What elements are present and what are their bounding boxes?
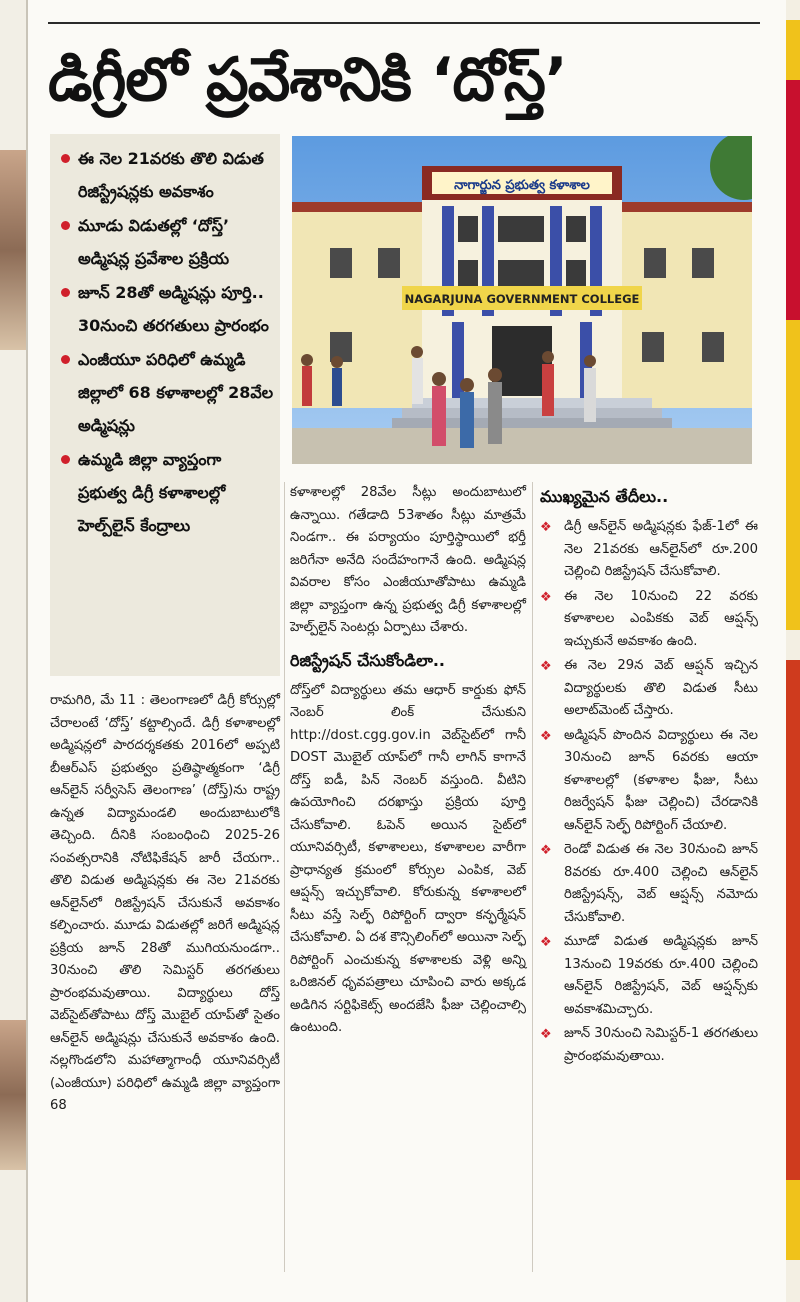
date-item-text: ఈ నెల 29న వెబ్‌ ఆప్షన్‌ ఇచ్చిన విద్యార్థులకు తొలి విడుత సీటు అలాట్‌మెంట్‌ చేస్తారు. <box>564 658 758 718</box>
adjacent-ad-fragment <box>786 80 800 320</box>
date-item-text: జూన్‌ 30నుంచి సెమిస్టర్‌-1 తరగతులు ప్రారంభమవుతాయి. <box>564 1026 759 1064</box>
bullet-icon: ❖ <box>540 1027 552 1042</box>
date-item-text: అడ్మిషన్‌ పొందిన విద్యార్థులు ఈ నెల 30నుంచి జూన్‌ 6వరకు ఆయా కళాశాలల్లో (కళాశాల ఫీజు, సీటు రిజర్వేషన్‌ ఫీజు చెల్లించి) చేరడానికి ఆన్‌లైన్‌ సెల్ఫ్‌ రిపోర్టింగ్‌ చేయాలి. <box>564 727 758 833</box>
date-item <box>540 839 758 929</box>
important-dates-title: ముఖ్యమైన తేదీలు.. <box>540 487 669 506</box>
adjacent-column-strip-left <box>0 0 28 1302</box>
bullet-icon: ❖ <box>540 659 552 674</box>
section-rule <box>48 22 760 24</box>
article-paragraph: కళాశాలల్లో 28వేల సీట్లు అందుబాటులో ఉన్నాయి. గతేడాది 53శాతం సీట్లు మాత్రమే నిండగా.. ఈ పర్యాయం పూర్తిస్థాయిలో భర్తీ జరిగేనా అనేది సందేహంగానే ఉంది. అడ్మిషన్ల వివరాల కోసం ఎంజీయూతోపాటు ఉమ్మడి జిల్లా వ్యాప్తంగా ఉన్న ప్రభుత్వ డిగ్రీ కళాశాలల్లో హెల్ప్‌లైన్‌ సెంటర్లు ఏర్పాటు చేశారు. <box>290 485 526 635</box>
date-item <box>540 1023 758 1068</box>
bullet-icon: ❖ <box>540 843 552 858</box>
adjacent-ad-fragment <box>786 1180 800 1260</box>
article-paragraph: దోస్త్‌లో విద్యార్థులు తమ ఆధార్‌ కార్డుకు ఫోన్‌ నెంబర్‌ లింక్‌ చేసుకుని http://dost.cgg.gov.in వెబ్‌సైట్‌లో గానీ DOST మొబైల్‌ యాప్‌లో గానీ లాగిన్‌ కాగానే దోస్త్‌ ఐడీ, పిన్‌ నెంబర్‌ వస్తుంది. వీటిని ఉపయోగించి దరఖాస్తు ప్రక్రియ పూర్తి చేసుకోవాలి. ఓపెన్‌ అయిన సైట్‌లో యూనివర్సిటీ, కళాశాలలు, కళాశాలల వారీగా ప్రాధాన్యత క్రమంలో కోర్సుల ఎంపిక, వెబ్‌ ఆప్షన్స్‌ ఇచ్చుకోవాలి. కోరుకున్న కళాశాలలో సీటు వస్తే సెల్ఫ్‌ రిపోర్టింగ్‌ ద్వారా కన్ఫర్మేషన్‌ చేసుకోవాలి. ఏ దశ కౌన్సిలింగ్‌లో అయినా సెల్ఫ్‌ రిపోర్టింగ్‌ ఎంచుకున్న కళాశాలకు వెళ్లి అన్ని ఒరిజినల్‌ ధృవపత్రాలు చూపించి వారు అక్కడ అడిగిన సర్టిఫికెట్స్‌ అందజేసి ఫీజు చెల్లించాల్సి ఉంటుంది. <box>290 682 526 1035</box>
article-paragraph: రామగిరి, మే 11 : తెలంగాణలో డిగ్రీ కోర్సుల్లో చేరాలంటే ‘దోస్త్‌’ కట్టాల్సిందే. డిగ్రీ కళాశాలల్లో అడ్మిషన్లలో పారదర్శకతకు 2016లో అప్పటి బీఆర్‌ఎస్‌ ప్రభుత్వం ప్రతిష్ఠాత్మకంగా ‘డిగ్రీ ఆన్‌లైన్‌ సర్వీసెస్‌ తెలంగాణ’ (దోస్త్‌)ను రాష్ట్ర ఉన్నత విద్యామండలి అందుబాటులోకి తెచ్చింది. దీనికి సంబంధించి 2025-26 సంవత్సరానికి నోటిఫికేషన్‌ జారీ చేయగా.. తొలి విడుత అడ్మిషన్లకు ఈ నెల 21వరకు ఆన్‌లైన్‌లో రిజిస్ట్రేషన్‌ చేసుకునే అవకాశం కల్పించారు. మూడు విడుతల్లో జరిగే అడ్మిషన్ల ప్రక్రియ జూన్‌ 28తో ముగియనుండగా.. 30నుంచి తొలి సెమిస్టర్‌ తరగతులు ప్రారంభమవుతాయి. విద్యార్థులు దోస్త్‌ వెబ్‌సైట్‌తోపాటు దోస్త్‌ మొబైల్‌ యాప్‌తో సైతం ఆన్‌లైన్‌ అడ్మిషన్లు చేసుకునే అవకాశం ఉంది. నల్లగొండలోని మహాత్మాగాంధీ యూనివర్సిటీ (ఎంజీయూ) పరిధిలో ఉమ్మడి జిల్లా వ్యాప్తంగా 68 <box>50 693 280 1113</box>
highlight-item: ఎంజీయూ పరిధిలో ఉమ్మడి జిల్లాలో 68 కళాశాలల్లో 28వేల అడ్మిషన్లు <box>58 343 274 442</box>
important-dates-box <box>540 482 758 1070</box>
date-item <box>540 725 758 838</box>
bullet-icon: ❖ <box>540 935 552 950</box>
date-item <box>540 655 758 723</box>
date-item-text: ఈ నెల 10నుంచి 22 వరకు కళాశాలల ఎంపికకు వెబ్‌ ఆప్షన్స్‌ ఇచ్చుకునే అవకాశం ఉంది. <box>564 588 758 649</box>
adjacent-column-strip-right <box>786 0 800 1302</box>
date-item <box>540 516 758 584</box>
bullet-icon: ❖ <box>540 728 552 744</box>
photo-sign-english: NAGARJUNA GOVERNMENT COLLEGE <box>404 292 640 306</box>
highlight-item: ఈ నెల 21వరకు తొలి విడుత రిజిస్ట్రేషన్లకు అవకాశం <box>58 142 274 208</box>
bullet-icon: ❖ <box>540 520 552 535</box>
college-building-illustration <box>292 136 752 464</box>
date-item <box>540 931 758 1021</box>
adjacent-ad-fragment <box>786 660 800 1180</box>
bullet-icon: ❖ <box>540 589 552 605</box>
column-divider <box>284 482 285 1272</box>
college-photo <box>292 136 752 464</box>
headline: డిగ్రీలో ప్రవేశానికి ‘దోస్త్‌’ <box>48 45 567 115</box>
date-item-text: మూడో విడుత అడ్మిషన్లకు జూన్‌ 13నుంచి 19వరకు రూ.400 చెల్లించి ఆన్‌లైన్‌ రిజిస్ట్రేషన్‌, వెబ్‌ ఆప్షన్స్‌కు అవకాశమిచ్చారు. <box>564 934 758 1017</box>
date-item-text: రెండో విడుత ఈ నెల 30నుంచి జూన్‌ 8వరకు రూ.400 చెల్లించి ఆన్‌లైన్‌ రిజిస్ట్రేషన్స్‌, వెబ్‌ ఆప్షన్స్‌ నమోదు చేసుకోవాలి. <box>564 842 758 925</box>
highlight-item: జూన్‌ 28తో అడ్మిషన్లు పూర్తి.. 30నుంచి తరగతులు ప్రారంభం <box>58 276 274 342</box>
adjacent-photo-fragment <box>0 150 26 350</box>
date-item-text: డిగ్రీ ఆన్‌లైన్‌ అడ్మిషన్లకు ఫేజ్‌-1లో ఈ నెల 21వరకు ఆన్‌లైన్‌లో రూ.200 చెల్లించి రిజిస్ట్రేషన్‌ చేసుకోవాలి. <box>564 519 758 579</box>
date-item <box>540 586 758 654</box>
column-divider <box>532 482 533 1272</box>
adjacent-photo-fragment <box>0 1020 26 1170</box>
article-column-2 <box>290 482 526 1040</box>
registration-subheading: రిజిస్ట్రేషన్‌ చేసుకోండిలా.. <box>290 650 445 670</box>
article-column-1 <box>50 690 280 1118</box>
photo-sign-telugu: నాగార్జున ప్రభుత్వ కళాశాల <box>454 178 590 193</box>
highlights-box <box>50 134 280 676</box>
highlight-item: మూడు విడుతల్లో ‘దోస్త్‌’ అడ్మిషన్ల ప్రవేశాల ప్రక్రియ <box>58 209 274 275</box>
highlight-item: ఉమ్మడి జిల్లా వ్యాప్తంగా ప్రభుత్వ డిగ్రీ కళాశాలల్లో హెల్ప్‌లైన్‌ కేంద్రాలు <box>58 443 274 542</box>
